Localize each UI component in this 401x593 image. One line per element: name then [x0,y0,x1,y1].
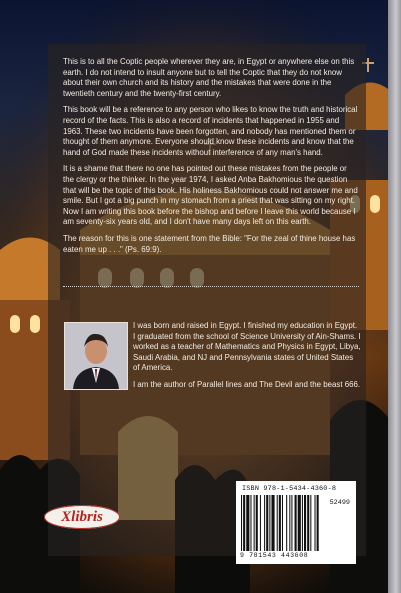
isbn-number: ISBN 978-1-5434-4360-8 [242,485,337,493]
barcode-bars [241,495,351,551]
author-bio-paragraph: I was born and raised in Egypt. I finished my education in Egypt. I graduated from the school of Science University of Ain-Shams. I worked as a teacher of Mathematics and Physics in Egypt, Libya, Saudi Arabia, and NJ and Pennsylvania states of United States of America. [133,321,361,373]
author-bio [133,321,361,397]
barcode-bar [243,495,245,551]
barcode-bar [260,495,261,551]
barcode-bar [250,495,251,551]
barcode-bar [307,495,309,551]
barcode-bar [256,495,258,551]
barcode-bar [304,495,306,551]
barcode-bar [264,495,265,551]
author-photo [64,322,128,390]
barcode-bar [298,495,301,551]
blurb-text [63,57,359,261]
dotted-divider [63,286,359,287]
barcode-bar [310,495,311,551]
book-spine-edge [388,0,401,593]
barcode-bar [317,495,319,551]
barcode-bar [291,495,292,551]
barcode-bar [241,495,242,551]
blurb-paragraph: It is a shame that there no one has pointed out these mistakes from the people or the clergy or the thinker. In the year 1974, I asked Anba Bakhomious the question that will be the topic of this book. His holiness Bakhomious could not answer me and smile. But I got a big punch in my stomach from a priest that was sitting on my right. Now I am writing this book before the bishop and before I leave this world because I am seventy-six years old, and I don't have many days left on this earth. [63,164,358,227]
barcode-bar [302,495,303,551]
barcode-bar [295,495,297,551]
barcode-bar [254,495,255,551]
author-bio-paragraph: I am the author of Parallel lines and The Devil and the beast 666. [133,379,361,389]
barcode-bar [289,495,290,551]
barcode-bar [266,495,268,551]
barcode-bar [271,495,274,551]
publisher-logo-text: Xlibris [61,508,103,525]
barcode-bar [279,495,281,551]
blurb-paragraph: This book will be a reference to any person who likes to know the truth and historical record of the facts. This is also a record of incidents that happened in 1955 and 1963. These two incidents have been forgotten, and nobody has mentioned them or thought of them anymore. Everyone should know these incidents and know that the hand of God made these incidents without interference of any man's hand. [63,105,358,157]
barcode-bar [282,495,283,551]
barcode-bar [269,495,270,551]
barcode-bar [246,495,249,551]
blurb-paragraph: This is to all the Coptic people wherever they are, in Egypt or anywhere else on this earth. I do not intend to insult anyone but to tell the Coptic that they do not know about their own church and its history and the mistakes that were done in the twentieth century and the twenty-first century. [63,57,355,98]
barcode-bar [315,495,316,551]
author-portrait-icon [65,323,127,389]
blurb-paragraph: The reason for this is one statement from the Bible: "For the zeal of thine house has eaten me up . . ." (Ps. 69:9). [63,233,356,254]
price-code: 52499 [329,499,350,507]
barcode-bar [277,495,278,551]
barcode-digits: 9 781543 443608 [240,552,309,559]
publisher-logo [44,505,120,529]
barcode-bar [286,495,287,551]
isbn-barcode [236,481,356,564]
